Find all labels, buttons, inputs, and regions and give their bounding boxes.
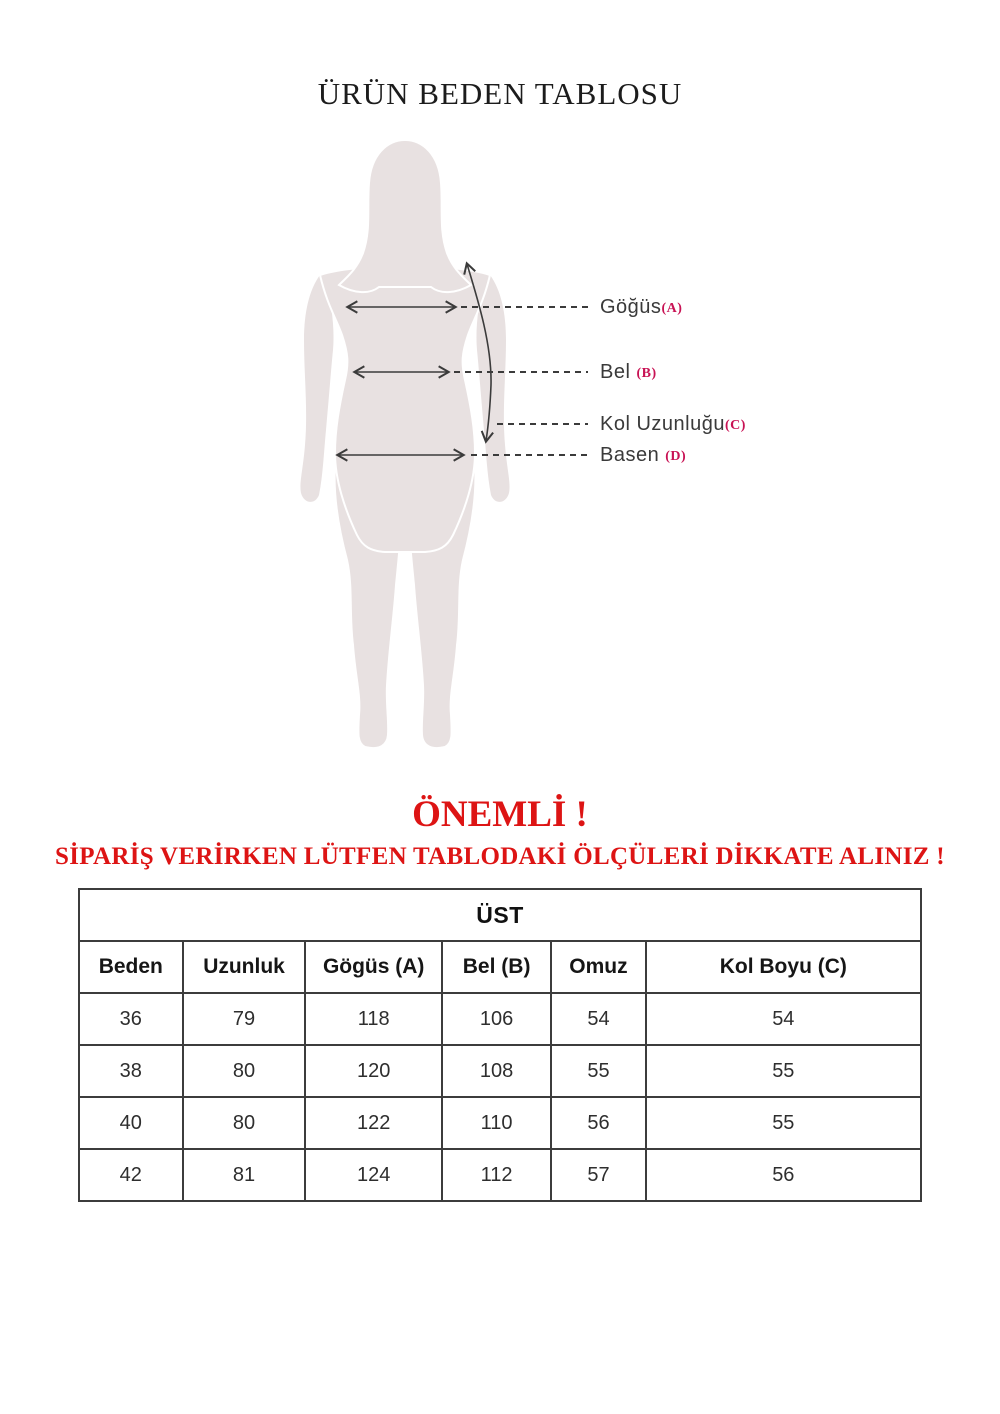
table-cell: 56 xyxy=(646,1149,921,1201)
silhouette-head-hair xyxy=(339,140,471,292)
table-row xyxy=(79,1045,921,1097)
measurement-code: (C) xyxy=(724,418,746,433)
table-cell: 122 xyxy=(305,1097,441,1149)
measurement-diagram xyxy=(295,135,605,765)
table-cell: 36 xyxy=(79,993,183,1045)
size-table-container xyxy=(78,888,922,1202)
table-cell: 55 xyxy=(646,1045,921,1097)
measurement-label-chest xyxy=(600,295,682,319)
warning-heading: ÖNEMLİ ! xyxy=(412,794,588,835)
table-cell: 38 xyxy=(79,1045,183,1097)
table-row xyxy=(79,993,921,1045)
column-header-uzunluk: Uzunluk xyxy=(183,941,306,993)
page-title: ÜRÜN BEDEN TABLOSU xyxy=(317,76,683,111)
column-header-bel: Bel (B) xyxy=(442,941,551,993)
silhouette-torso xyxy=(320,266,490,552)
table-cell: 124 xyxy=(305,1149,441,1201)
column-header-gogus: Gögüs (A) xyxy=(305,941,441,993)
table-cell: 118 xyxy=(305,993,441,1045)
size-table xyxy=(78,888,922,1202)
table-cell: 120 xyxy=(305,1045,441,1097)
table-cell: 110 xyxy=(442,1097,551,1149)
female-silhouette-figure xyxy=(295,135,605,765)
column-header-omuz: Omuz xyxy=(551,941,645,993)
table-cell: 56 xyxy=(551,1097,645,1149)
table-cell: 57 xyxy=(551,1149,645,1201)
table-cell: 79 xyxy=(183,993,306,1045)
table-cell: 81 xyxy=(183,1149,306,1201)
table-column-header-row xyxy=(79,941,921,993)
table-cell: 42 xyxy=(79,1149,183,1201)
table-group-header: ÜST xyxy=(79,889,921,941)
table-cell: 112 xyxy=(442,1149,551,1201)
table-group-header-row xyxy=(79,889,921,941)
table-cell: 54 xyxy=(551,993,645,1045)
measurement-code: (A) xyxy=(661,301,683,316)
measurement-label-arm-length xyxy=(600,412,746,436)
column-header-kol-boyu: Kol Boyu (C) xyxy=(646,941,921,993)
table-cell: 106 xyxy=(442,993,551,1045)
column-header-beden: Beden xyxy=(79,941,183,993)
measurement-label-waist xyxy=(600,360,657,384)
measurement-code: (B) xyxy=(636,366,657,381)
table-cell: 55 xyxy=(551,1045,645,1097)
warning-message: SİPARİŞ VERİRKEN LÜTFEN TABLODAKİ ÖLÇÜLERİ DİKKATE ALINIZ ! xyxy=(55,843,945,870)
table-cell: 40 xyxy=(79,1097,183,1149)
table-cell: 108 xyxy=(442,1045,551,1097)
table-cell: 80 xyxy=(183,1097,306,1149)
table-row xyxy=(79,1097,921,1149)
table-row xyxy=(79,1149,921,1201)
measurement-label-text: Bel xyxy=(600,361,637,383)
measurement-code: (D) xyxy=(665,449,687,464)
measurement-label-text: Kol Uzunluğu xyxy=(600,413,725,435)
table-cell: 80 xyxy=(183,1045,306,1097)
table-cell: 54 xyxy=(646,993,921,1045)
measurement-label-text: Basen xyxy=(600,444,666,466)
measurement-label-text: Göğüs xyxy=(600,296,662,318)
table-cell: 55 xyxy=(646,1097,921,1149)
measurement-label-hip xyxy=(600,443,686,467)
